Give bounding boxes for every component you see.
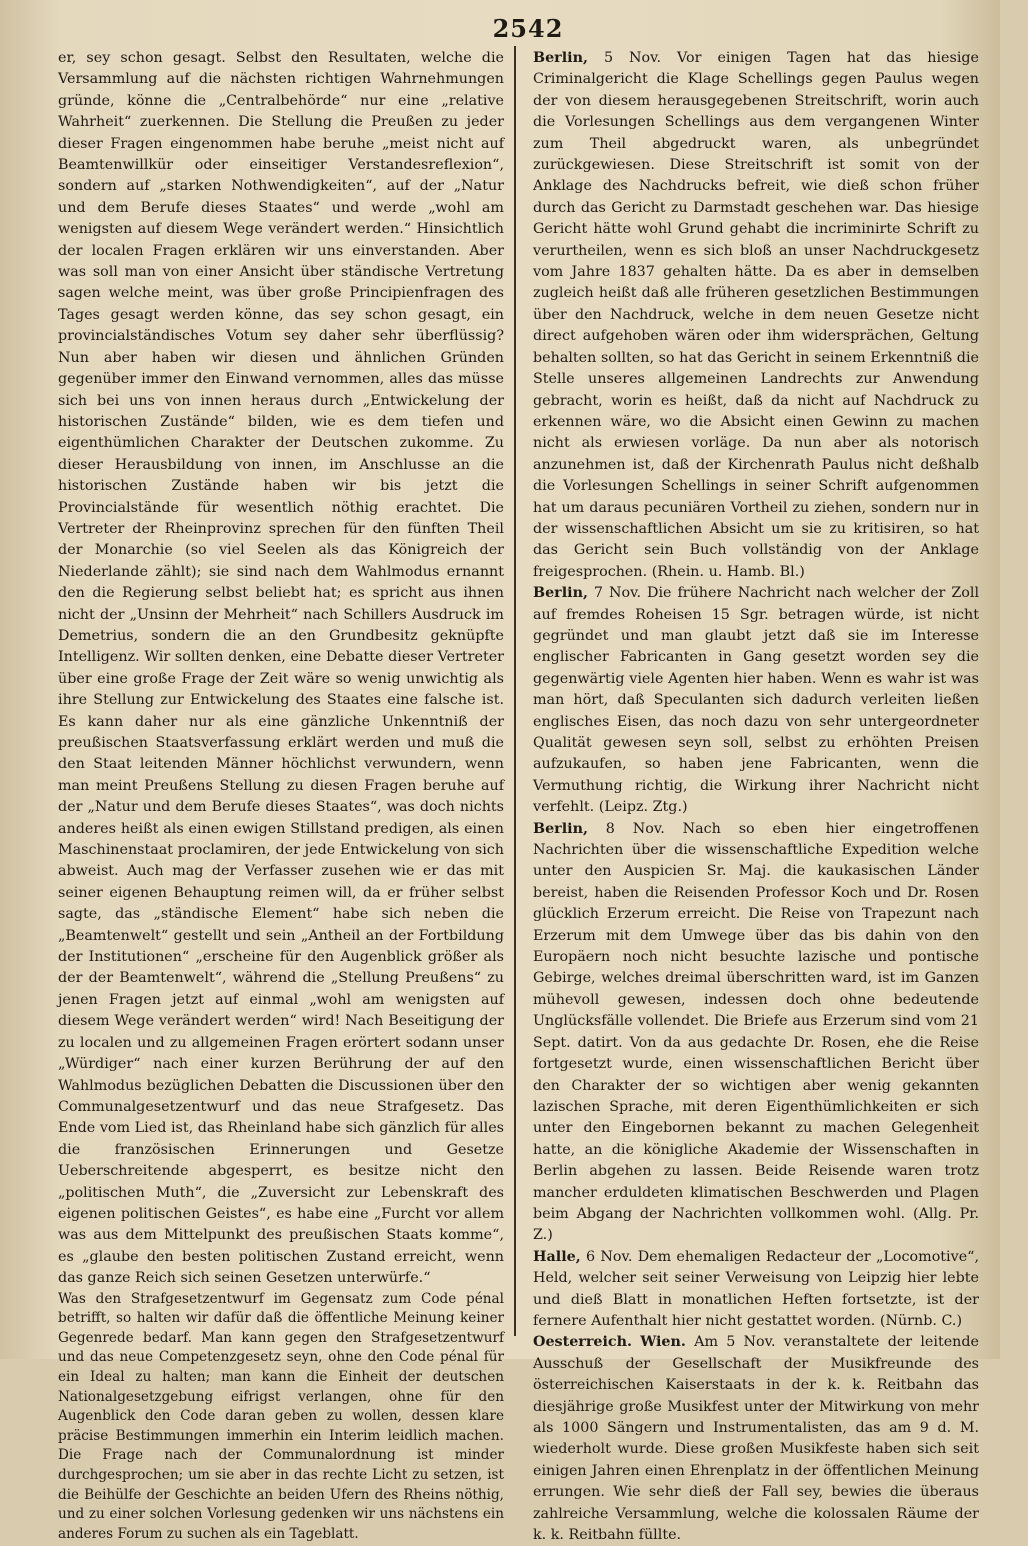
column-divider (514, 46, 516, 1336)
news-item-berlin-8-nov (533, 819, 979, 1247)
dateline-place: Halle, (533, 1248, 581, 1265)
news-item-halle-6-nov (533, 1247, 979, 1333)
section-heading: Oesterreich. (533, 1334, 632, 1351)
news-source: (Nürnb. C.) (879, 1312, 963, 1329)
dateline-place: Wien. (640, 1334, 686, 1351)
news-item-oesterreich-wien (533, 1332, 979, 1546)
dateline-date: 5 Nov. (603, 50, 662, 66)
right-column (533, 48, 980, 1544)
news-source: (Allg. Pr. Z.) (533, 1205, 979, 1244)
news-source: (Leipz. Ztg.) (598, 799, 688, 816)
news-text: Vor einigen Tagen hat das hiesige Criminalgericht die Klage Schellings gegen Paulus wegen der von diesem herausgegebenen Streitschrift, worin auch die Vorlesungen Schellings aus dem vergangenen Winter zum Theil abgedruckt waren, als unbegründet zurückgewiesen. Diese Streitschrift ist somit von der Anklage des Nachdrucks befreit, wie dieß schon früher durch das Gericht zu Darmstadt geschehen war. Das hiesige Gericht hätte wohl Grund gehabt die incriminirte Schrift zu verurtheilen, wenn es sich bloß an unser Nachdruckgesetz vom Jahre 1837 gehalten hätte. Da es aber in demselben zugleich heißt daß alle früheren gesetzlichen Bestimmungen über den Nachdruck, welche in dem neuen Gesetze nicht direct aufgehoben wären oder ihm widersprächen, Geltung behalten sollten, so hat das Gericht in seinem Erkenntniß die Stelle unseres allgemeinen Landrechts zur Anwendung gebracht, worin es heißt, daß da nicht auf Nachdruck zu erkennen wäre, wo die Absicht einen Gewinn zu machen nicht als erwiesen vorläge. Da nun aber als notorisch anzunehmen ist, daß der Kirchenrath Paulus nicht deßhalb die Vorlesungen Schellings in seiner Schrift aufgenommen hat um daraus pecuniären Vortheil zu ziehen, sondern nur in der wissenschaftlichen Absicht um sie zu kritisiren, so hat das Gericht sein Buch vollständig von der Anklage freigesprochen. (533, 50, 980, 580)
dateline-place: Berlin, (533, 585, 588, 602)
news-item-berlin-7-nov (533, 583, 979, 818)
news-text: Dem ehemaligen Redacteur der „Locomotive“, Held, welcher seit seiner Verweisung von Leipzig hier lebte und dieß Blatt in monatlichen Heften fortsetzte, ist der fernere Aufenthalt hier nicht gestattet worden. (533, 1248, 980, 1329)
dateline-date: 6 Nov. (586, 1248, 633, 1265)
dateline-place: Berlin, (533, 820, 588, 837)
news-text: Am 5 Nov. veranstaltete der leitende Ausschuß der Gesellschaft der Musikfreunde des österreichischen Kaiserstaats in der k. k. Reitbahn das diesjährige große Musikfest unter der Mitwirkung von mehr als 1000 Sängern und Instrumentalisten, das am 9 d. M. wiederholt wurde. Diese großen Musikfeste haben sich seit einigen Jahren einen Ehrenplatz in der öffentlichen Meinung errungen. Wie sehr dieß der Fall sey, bewies die überaus zahlreiche Versammlung, welche die kolossalen Räume der k. k. Reitbahn füllte. (533, 1334, 979, 1544)
left-article-continuation: Was den Strafgesetzentwurf im Gegensatz zum Code pénal betrifft, so halten wir dafür daß die öffentliche Meinung keiner Gegenrede bedarf. Man kann gegen den Strafgesetzentwurf und das neue Competenzgesetz seyn, ohne den Code pénal für ein Ideal zu halten; man kann die Einheit der deutschen Nationalgesetzgebung eifrigst verlangen, ohne für den Augenblick den Code daran geben zu wollen, dessen klare präcise Bestimmungen immerhin ein Interim leidlich machen. Die Frage nach der Communalordnung ist minder durchgesprochen; um sie aber in das rechte Licht zu setzen, ist die Beihülfe der Geschichte an beiden Ufern des Rheins nöthig, und zu einer solchen Vorlesung gedenken wir uns nächstens ein anderes Forum zu suchen als ein Tageblatt. (58, 1290, 504, 1542)
news-text: Nach so eben hier eingetroffenen Nachrichten über die wissenschaftliche Expedition welche unter den Auspicien Sr. Maj. die kaukasischen Länder bereist, haben die Reisenden Professor Koch und Dr. Rosen glücklich Erzerum erreicht. Die Reise von Trapezunt nach Erzerum mit dem Umwege über das bis dahin von den Europäern noch nicht besuchte lazische und pontische Gebirge, welches dreimal überschritten ward, ist im Ganzen mühevoll gewesen, indessen doch ohne bedeutende Unglücksfälle vollendet. Die Briefe aus Erzerum sind vom 21 Sept. datirt. Von da aus gedachte Dr. Rosen, ehe die Reise fortgesetzt wurde, einen wissenschaftlichen Bericht über den Charakter der so wichtigen aber wenig gekannten lazischen Sprache, mit deren Eigenthümlichkeiten er sich unter den Eingebornen bekannt zu machen Gelegenheit hatte, an die königliche Akademie der Wissenschaften in Berlin abgehen zu lassen. Beide Reisende waren trotz mancher erduldeten klimatischen Beschwerden und Plagen beim Abgang der Nachrichten vollkommen wohl. (533, 820, 980, 1222)
dateline-date: 8 Nov. (605, 820, 665, 837)
page-number: 2542 (492, 14, 564, 43)
news-source: (Rhein. u. Hamb. Bl.) (651, 563, 805, 580)
news-text: Die frühere Nachricht nach welcher der Zoll auf fremdes Roheisen 15 Sgr. betragen würde, ist nicht gegründet und man glaubt jetzt daß sie im Interesse englischer Fabricanten in Gang gesetzt worden sey die gegenwärtig viele Agenten hier haben. Wenn es wahr ist was man hört, daß Speculanten sich dadurch verleiten ließen englisches Eisen, das noch dazu von sehr untergeordneter Qualität gewesen seyn soll, selbst zu erhöhten Preisen aufzukaufen, so haben jene Fabricanten, wenn die Vermuthung richtig, die Wirkung ihrer Nachricht nicht verfehlt. (533, 585, 980, 816)
dateline-date: 7 Nov. (593, 585, 642, 602)
left-column (58, 48, 504, 1542)
left-article-body: er, sey schon gesagt. Selbst den Resultaten, welche die Versammlung auf die nächsten richtigen Wahrnehmungen gründe, könne die „Centralbehörde“ nur eine „relative Wahrheit“ zuerkennen. Die Stellung die Preußen zu jeder dieser Fragen eingenommen habe beruhe „meist nicht auf Beamtenwillkür oder einseitiger Verstandesreflexion“, sondern auf „starken Nothwendigkeiten“, auf der „Natur und dem Berufe dieses Staates“ und werde „wohl am wenigsten auf diesem Wege verändert werden.“ Hinsichtlich der localen Fragen erklären wir uns einverstanden. Aber was soll man von einer Ansicht über ständische Vertretung sagen welche meint, was über große Principienfragen des Tages gesagt werden könne, das sey schon gesagt, ein provincialständisches Votum sey daher sehr überflüssig? Nun aber haben wir diesen und ähnlichen Gründen gegenüber immer den Einwand vernommen, alles das müsse sich bei uns von innen heraus durch „Entwickelung der historischen Zustände“ bilden, wie es dem tiefen und eigenthümlichen Charakter der Deutschen zukomme. Zu dieser Herausbildung von innen, im Anschlusse an die historischen Zustände haben wir bis jetzt die Provincialstände für wesentlich nöthig erachtet. Die Vertreter der Rheinprovinz sprechen für den fünften Theil der Monarchie (so viel Seelen als das Königreich der Niederlande zählt); sie sind nach dem Wahlmodus ernannt den die Regierung selbst beliebt hat; es spricht aus ihnen nicht der „Unsinn der Mehrheit“ nach Schillers Ausdruck im Demetrius, sondern die an den Grundbesitz geknüpfte Intelligenz. Wir sollten denken, eine Debatte dieser Vertreter über eine große Frage der Zeit wäre so wenig unwichtig als ihre Stellung zur Entwickelung des Staates eine falsche ist. Es kann daher nur als eine gänzliche Unkenntniß der preußischen Staatsverfassung erklärt werden und muß die den Staat leitenden Männer höchlichst verwundern, wenn man meint Preußens Stellung zu diesen Fragen beruhe auf der „Natur und dem Berufe dieses Staates“, was doch nichts anderes heißt als einen ewigen Stillstand predigen, als einen Maschinenstaat proclamiren, der jede Entwickelung von sich abweist. Auch mag der Verfasser zusehen wie er das mit seiner eigenen Behauptung reimen will, da er früher selbst sagte, das „ständische Element“ habe sich neben die „Beamtenwelt“ gestellt und sein „Antheil an der Fortbildung der Institutionen“ „erscheine für den Augenblick größer als der der Beamtenwelt“, während die „Stellung Preußens“ zu jenen Fragen jetzt auf einmal „wohl am wenigsten auf diesem Wege verändert werden“ wird! Nach Beseitigung der zu localen und zu allgemeinen Fragen erörtert sodann unser „Würdiger“ nach einer kurzen Berührung der auf den Wahlmodus bezüglichen Debatten die Discussionen über den Communalgesetzentwurf und das neue Strafgesetz. Das Ende vom Lied ist, das Rheinland habe sich gänzlich für alles die französischen Erinnerungen und Gesetze Ueberschreitende abgesperrt, es besitze nicht den „politischen Muth“, die „Zuversicht zur Lebenskraft des eigenen politischen Geistes“, es habe eine „Furcht vor allem was aus dem Mittelpunkt des preußischen Staats komme“, es „glaube den besten politischen Zustand erreicht, wenn das ganze Reich sich seinen Gesetzen unterwürfe.“ (58, 50, 504, 1287)
news-item-berlin-5-nov (533, 48, 979, 583)
dateline-place: Berlin, (533, 50, 588, 66)
